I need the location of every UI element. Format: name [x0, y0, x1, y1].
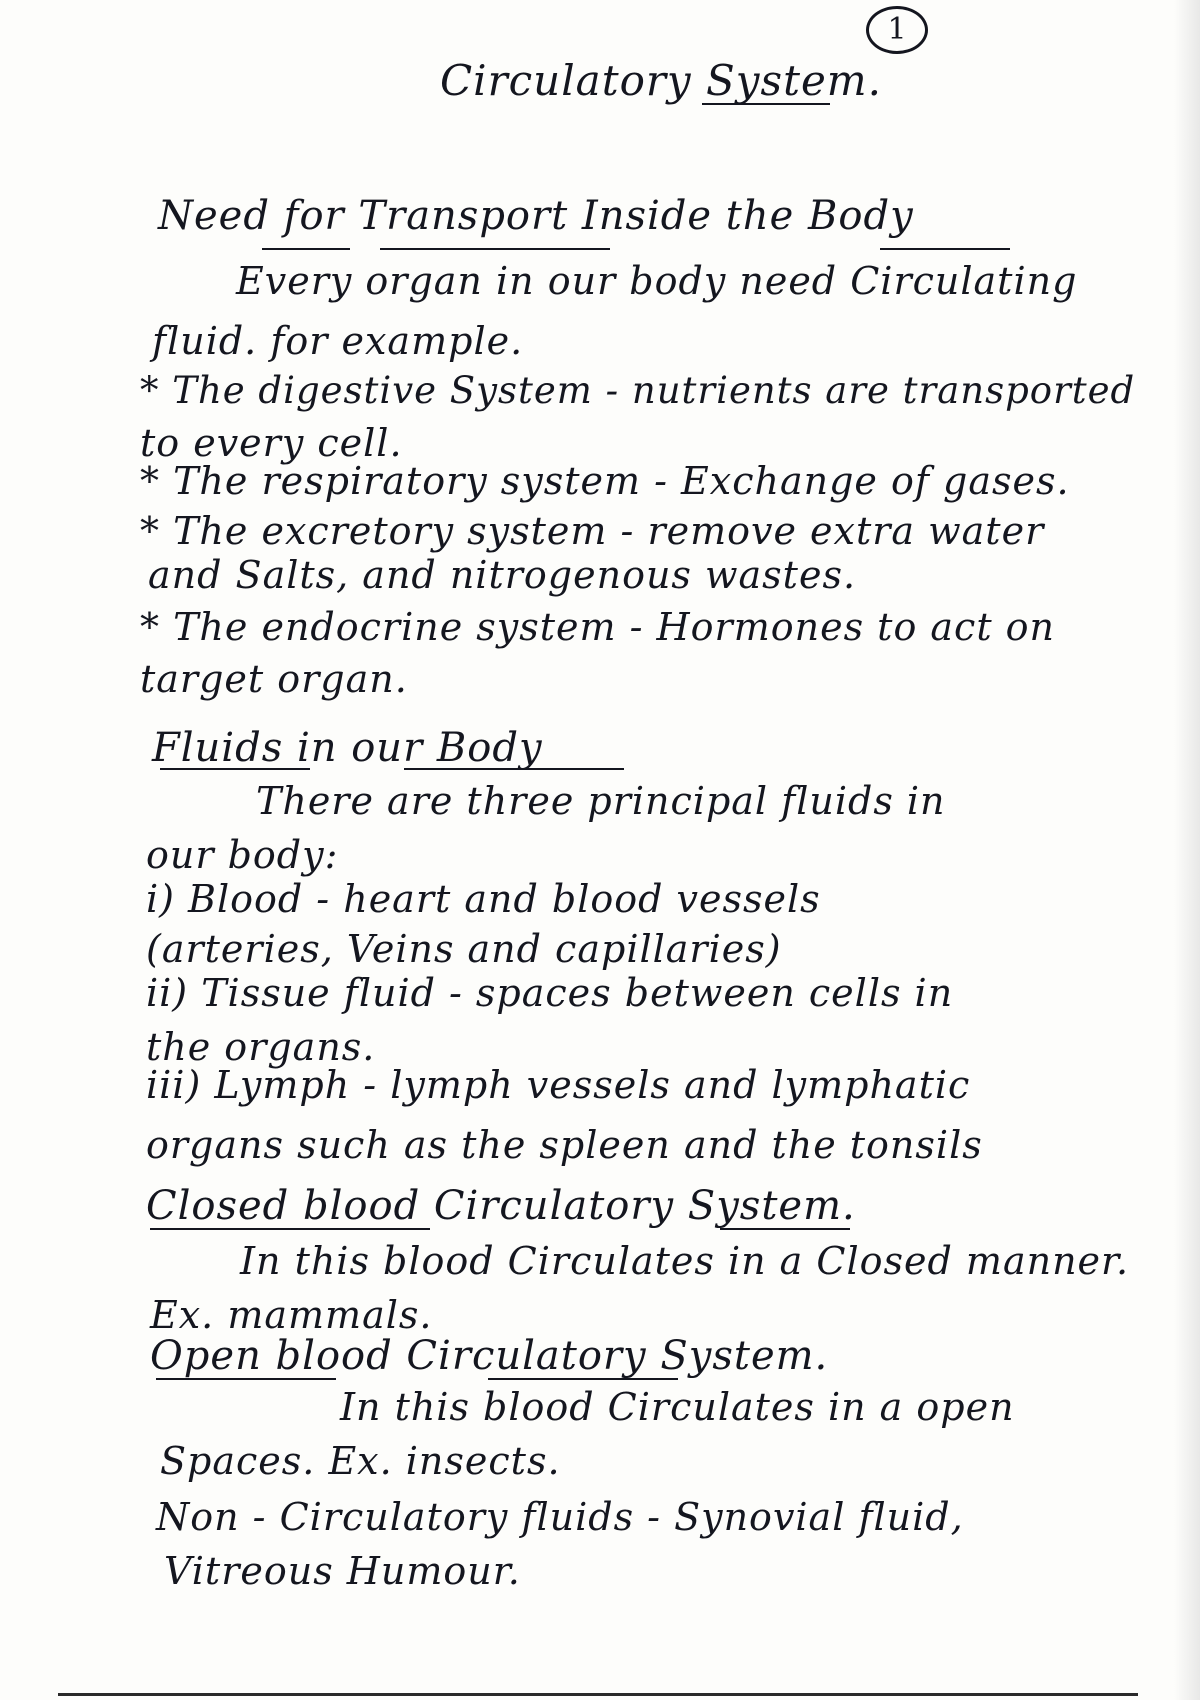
text-line: In this blood Circulates in a open — [340, 1385, 1015, 1429]
text-line: Spaces. Ex. insects. — [160, 1439, 561, 1483]
text-line: Every organ in our body need Circulating — [236, 259, 1078, 303]
text-line: the organs. — [146, 1025, 376, 1069]
heading-underline — [150, 1228, 430, 1230]
text-line: and Salts, and nitrogenous wastes. — [148, 553, 857, 597]
page-number: 1 — [866, 6, 928, 54]
text-line: ii) Tissue fluid - spaces between cells in — [146, 971, 954, 1015]
text-line: * The digestive System - nutrients are transported — [140, 369, 1136, 412]
text-line: * The respiratory system - Exchange of gases. — [140, 459, 1070, 503]
title-underline — [702, 103, 830, 105]
text-line: iii) Lymph - lymph vessels and lymphatic — [146, 1063, 971, 1107]
text-line: Non - Circulatory fluids - Synovial fluid, — [156, 1495, 964, 1539]
text-line: our body: — [146, 833, 339, 877]
text-line: to every cell. — [140, 421, 403, 465]
section-heading-fluids: Fluids in our Body — [152, 725, 543, 771]
text-line: * The excretory system - remove extra water — [140, 509, 1045, 553]
section-heading-open: Open blood Circulatory System. — [150, 1333, 829, 1379]
page-title: Circulatory System. — [440, 56, 882, 105]
page-edge-shadow — [1174, 0, 1200, 1700]
text-line: fluid. for example. — [152, 319, 524, 363]
text-line: There are three principal fluids in — [256, 779, 946, 823]
text-line: i) Blood - heart and blood vessels — [146, 877, 821, 921]
text-line: * The endocrine system - Hormones to act on — [140, 605, 1056, 649]
text-line: organs such as the spleen and the tonsils — [146, 1123, 983, 1167]
heading-underline — [156, 1378, 336, 1380]
text-line: target organ. — [140, 657, 408, 701]
text-line: Ex. mammals. — [150, 1293, 433, 1337]
heading-underline — [720, 1228, 850, 1230]
text-line: In this blood Circulates in a Closed manner. — [240, 1239, 1130, 1283]
text-line: (arteries, Veins and capillaries) — [146, 927, 782, 971]
heading-underline — [380, 248, 610, 250]
page-bottom-rule — [58, 1693, 1138, 1696]
section-heading-closed: Closed blood Circulatory System. — [146, 1183, 856, 1229]
heading-underline — [404, 768, 624, 770]
heading-underline — [488, 1378, 678, 1380]
heading-underline — [880, 248, 1010, 250]
section-heading-transport: Need for Transport Inside the Body — [158, 193, 914, 239]
heading-underline — [262, 248, 350, 250]
text-line: Vitreous Humour. — [164, 1549, 521, 1593]
heading-underline — [160, 768, 310, 770]
